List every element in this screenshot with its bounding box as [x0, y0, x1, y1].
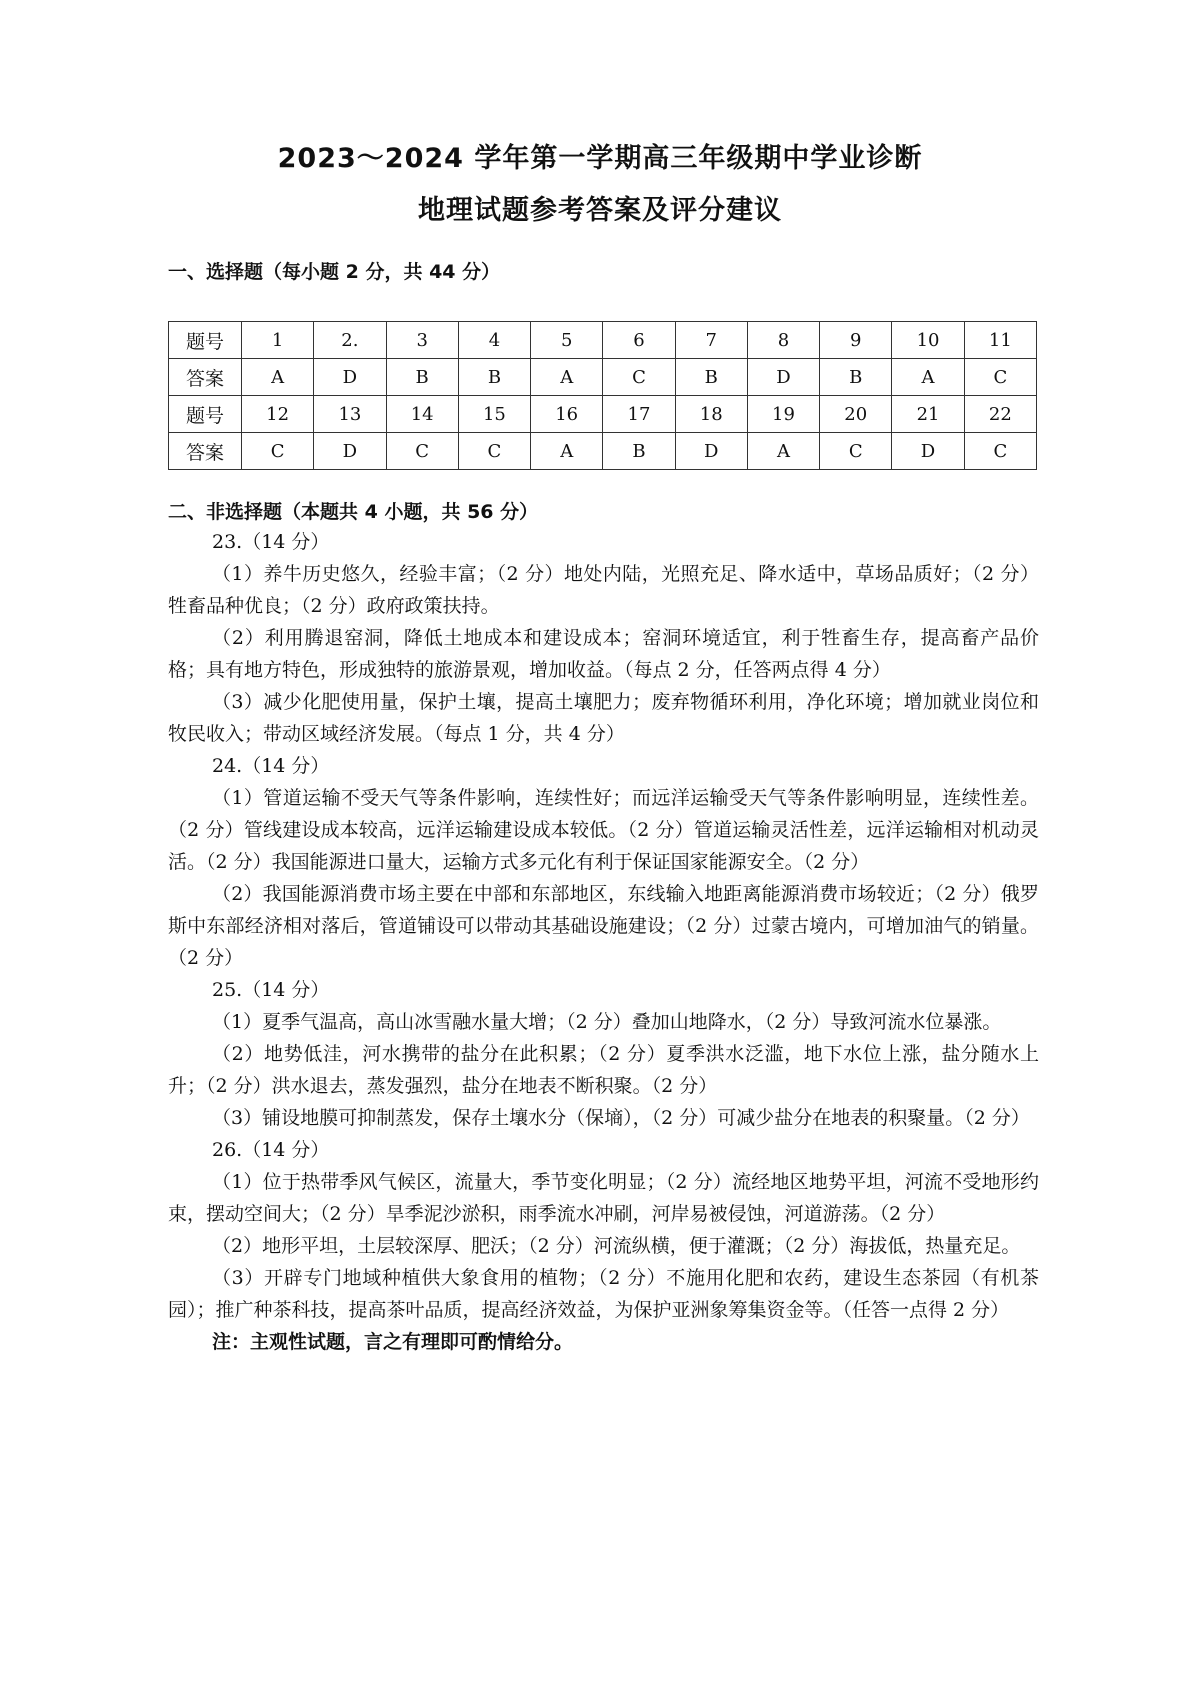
table-cell: C — [820, 433, 892, 470]
table-cell: A — [242, 359, 314, 396]
table-cell: 3 — [386, 322, 458, 359]
table-cell: B — [386, 359, 458, 396]
table-cell: A — [747, 433, 819, 470]
table-cell: 8 — [747, 322, 819, 359]
table-cell: 9 — [820, 322, 892, 359]
table-cell: 19 — [747, 396, 819, 433]
table-cell: 2. — [314, 322, 386, 359]
table-cell: 7 — [675, 322, 747, 359]
page-subtitle: 地理试题参考答案及评分建议 — [418, 195, 782, 226]
table-cell: B — [675, 359, 747, 396]
answer-paragraph: （1）夏季气温高，高山冰雪融水量大增；（2 分）叠加山地降水，（2 分）导致河流水位暴涨。 — [212, 1011, 1002, 1033]
table-cell: 20 — [820, 396, 892, 433]
table-cell: 17 — [603, 396, 675, 433]
answer-paragraph: （2）我国能源消费市场主要在中部和东部地区，东线输入地距离能源消费市场较近；（2 分）俄罗斯中东部经济相对落后，管道铺设可以带动其基础设施建设；（2 分）过蒙古境内，可增加油气的销量。（2 分） — [168, 883, 1039, 969]
answer-paragraph: （3）铺设地膜可抑制蒸发，保存土壤水分（保墒），（2 分）可减少盐分在地表的积聚量。（2 分） — [212, 1107, 1030, 1129]
answer-paragraph: （2）利用腾退窑洞，降低土地成本和建设成本；窑洞环境适宜，利于牲畜生存，提高畜产品价格；具有地方特色，形成独特的旅游景观，增加收益。（每点 2 分，任答两点得 4 分） — [168, 627, 1039, 681]
table-cell: 18 — [675, 396, 747, 433]
table-cell: 15 — [458, 396, 530, 433]
table-row — [169, 396, 1037, 433]
table-cell: 13 — [314, 396, 386, 433]
table-cell: C — [458, 433, 530, 470]
table-cell: 11 — [964, 322, 1036, 359]
table-cell: B — [458, 359, 530, 396]
table-cell: D — [314, 433, 386, 470]
table-cell: D — [892, 433, 964, 470]
answer-paragraph: （3）开辟专门地域种植供大象食用的植物；（2 分）不施用化肥和农药，建设生态茶园（有机茶园）；推广种茶科技，提高茶叶品质，提高经济效益，为保护亚洲象筹集资金等。（任答一点得 2 分） — [168, 1267, 1039, 1321]
row-label: 答案 — [169, 359, 242, 396]
grading-note: 注：主观性试题，言之有理即可酌情给分。 — [212, 1331, 574, 1353]
answer-paragraph: （1）养牛历史悠久，经验丰富；（2 分）地处内陆，光照充足、降水适中，草场品质好；（2 分）牲畜品种优良；（2 分）政府政策扶持。 — [168, 563, 1039, 617]
table-cell: A — [531, 433, 603, 470]
table-cell: 6 — [603, 322, 675, 359]
table-cell: 12 — [242, 396, 314, 433]
question-heading: 25.（14 分） — [212, 979, 330, 1001]
free-response-answers — [168, 526, 1039, 1358]
table-cell: C — [386, 433, 458, 470]
table-cell: 14 — [386, 396, 458, 433]
answer-table — [168, 321, 1037, 470]
table-cell: B — [820, 359, 892, 396]
table-cell: C — [603, 359, 675, 396]
table-row — [169, 433, 1037, 470]
table-cell: 16 — [531, 396, 603, 433]
table-cell: D — [675, 433, 747, 470]
row-label: 题号 — [169, 322, 242, 359]
table-cell: C — [242, 433, 314, 470]
answer-paragraph: （2）地形平坦，土层较深厚、肥沃；（2 分）河流纵横，便于灌溉；（2 分）海拔低，热量充足。 — [212, 1235, 1021, 1257]
answer-paragraph: （1）位于热带季风气候区，流量大，季节变化明显；（2 分）流经地区地势平坦，河流不受地形约束，摆动空间大；（2 分）旱季泥沙淤积，雨季流水冲刷，河岸易被侵蚀，河道游荡。（2 分） — [168, 1171, 1039, 1225]
row-label: 答案 — [169, 433, 242, 470]
question-heading: 23.（14 分） — [212, 531, 330, 553]
table-cell: 10 — [892, 322, 964, 359]
table-row — [169, 322, 1037, 359]
answer-paragraph: （1）管道运输不受天气等条件影响，连续性好；而远洋运输受天气等条件影响明显，连续性差。（2 分）管线建设成本较高，远洋运输建设成本较低。（2 分）管道运输灵活性差，远洋运输相对机动灵活。（2 分）我国能源进口量大，运输方式多元化有利于保证国家能源安全。（2 分） — [168, 787, 1039, 873]
table-cell: 4 — [458, 322, 530, 359]
answer-paragraph: （2）地势低洼，河水携带的盐分在此积累；（2 分）夏季洪水泛滥，地下水位上涨，盐分随水上升；（2 分）洪水退去，蒸发强烈，盐分在地表不断积聚。（2 分） — [168, 1043, 1039, 1097]
table-cell: D — [314, 359, 386, 396]
answer-paragraph: （3）减少化肥使用量，保护土壤，提高土壤肥力；废弃物循环利用，净化环境；增加就业岗位和牧民收入；带动区域经济发展。（每点 1 分，共 4 分） — [168, 691, 1039, 745]
table-cell: C — [964, 359, 1036, 396]
table-cell: C — [964, 433, 1036, 470]
table-cell: 21 — [892, 396, 964, 433]
question-heading: 24.（14 分） — [212, 755, 330, 777]
table-cell: D — [747, 359, 819, 396]
table-cell: 1 — [242, 322, 314, 359]
table-cell: A — [531, 359, 603, 396]
table-cell: A — [892, 359, 964, 396]
table-cell: 5 — [531, 322, 603, 359]
table-row — [169, 359, 1037, 396]
table-cell: 22 — [964, 396, 1036, 433]
table-cell: B — [603, 433, 675, 470]
row-label: 题号 — [169, 396, 242, 433]
section-heading-free-response: 二、非选择题（本题共 4 小题，共 56 分） — [168, 501, 539, 523]
section-heading-multiple-choice: 一、选择题（每小题 2 分，共 44 分） — [168, 261, 501, 283]
page-title: 2023～2024 学年第一学期高三年级期中学业诊断 — [277, 143, 923, 174]
question-heading: 26.（14 分） — [212, 1139, 330, 1161]
